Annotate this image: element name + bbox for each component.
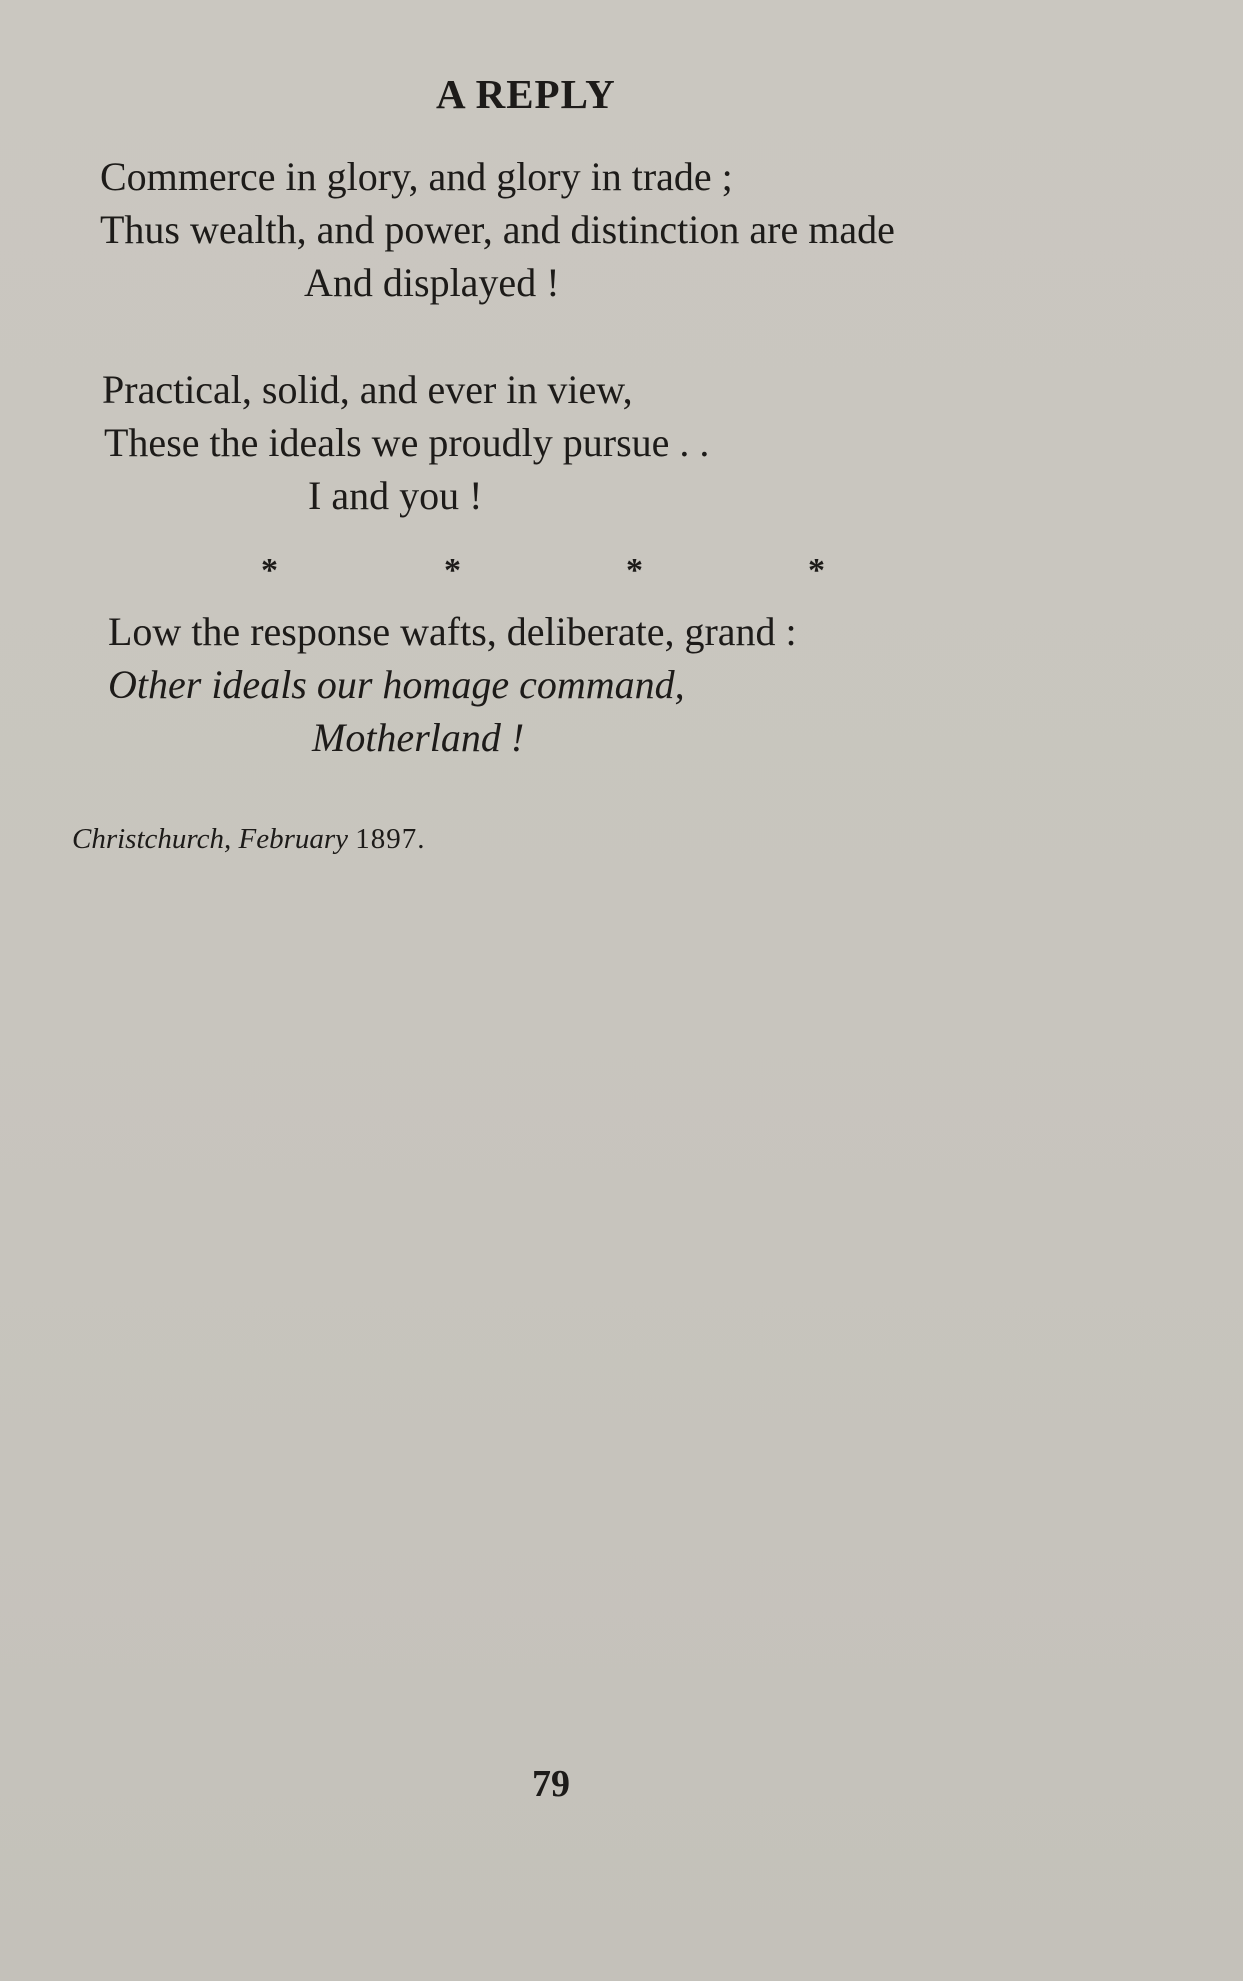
stanza1-line2: Thus wealth, and power, and distinction are made <box>100 207 895 252</box>
stanza2-line1: Practical, solid, and ever in view, <box>102 367 633 412</box>
dateline-place-date: Christchurch, February <box>72 823 349 855</box>
separator-star: * <box>626 552 643 589</box>
page-number: 79 <box>532 1763 570 1805</box>
dateline <box>72 823 426 856</box>
poem-title: A REPLY <box>436 71 616 117</box>
separator-star: * <box>261 552 278 589</box>
stanza1-line1: Commerce in glory, and glory in trade ; <box>100 154 733 199</box>
stanza2-line3: I and you ! <box>308 473 483 518</box>
stanza3-line1: Low the response wafts, deliberate, grand : <box>108 609 797 654</box>
stanza3-line2: Other ideals our homage command, <box>108 662 685 707</box>
stanza3-line3: Motherland ! <box>312 715 525 760</box>
stanza1-line3: And displayed ! <box>304 260 560 305</box>
separator-star: * <box>808 552 825 589</box>
separator-star: * <box>444 552 461 589</box>
dateline-year: 1897. <box>355 823 426 855</box>
stanza2-line2: These the ideals we proudly pursue . . <box>104 420 710 465</box>
